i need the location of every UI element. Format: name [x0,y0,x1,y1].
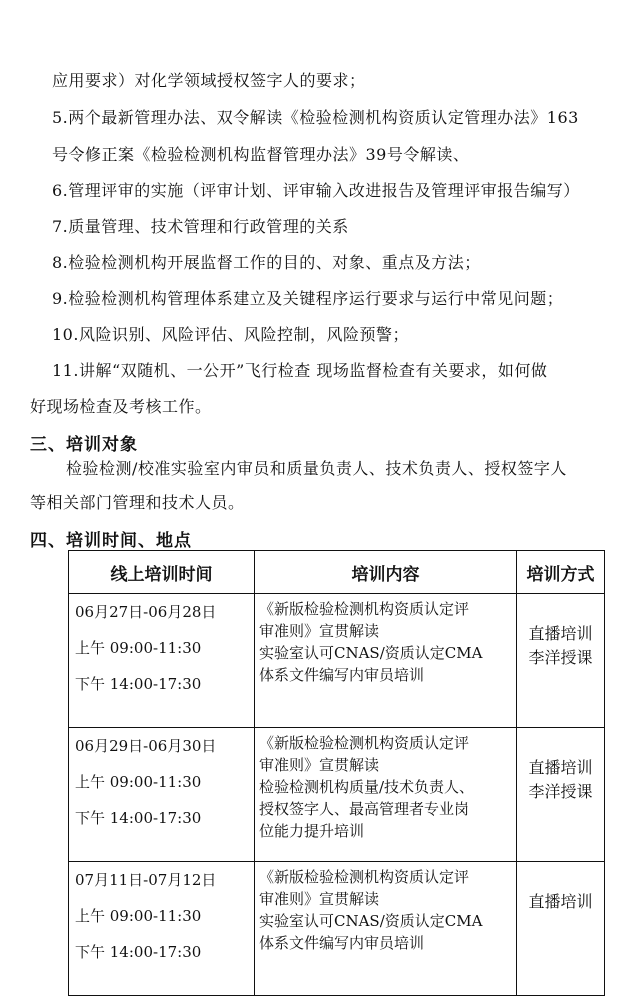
body-line: 11.讲解“双随机、一公开”飞行检查 现场监督检查有关要求，如何做 [52,361,548,380]
section-heading-trainees: 三、培训对象 [30,435,138,455]
method-cell [517,728,605,862]
morning-time: 上午 09:00-11:30 [75,639,202,657]
column-header: 线上培训时间 [69,551,255,594]
afternoon-time: 下午 14:00-17:30 [75,809,202,827]
section-heading-time-place: 四、培训时间、地点 [30,531,192,551]
content-line: 《新版检验检测机构资质认定评 [259,868,470,886]
column-header: 培训内容 [255,551,517,594]
content-line: 审准则》宣贯解读 [259,622,380,640]
column-header: 培训方式 [517,551,605,594]
date-range: 06月29日-06月30日 [75,737,217,755]
schedule-table [68,550,605,996]
body-line: 5.两个最新管理办法、双令解读《检验检测机构资质认定管理办法》163 [52,108,579,127]
morning-time: 上午 09:00-11:30 [75,773,202,791]
time-cell [69,594,255,728]
content-line: 实验室认可CNAS/资质认定CMA [259,644,483,662]
body-line: 6.管理评审的实施（评审计划、评审输入改进报告及管理评审报告编写） [52,181,580,200]
content-line: 实验室认可CNAS/资质认定CMA [259,912,483,930]
time-cell [69,728,255,862]
table-row [69,862,605,996]
body-line: 7.质量管理、技术管理和行政管理的关系 [52,217,349,236]
method-line: 直播培训 [528,758,593,777]
table-header-row [69,551,605,594]
afternoon-time: 下午 14:00-17:30 [75,675,202,693]
content-line: 检验检测机构质量/技术负责人、 [259,778,475,796]
method-line: 李洋授课 [528,782,593,801]
body-line: 应用要求）对化学领域授权签字人的要求； [52,71,366,90]
content-line: 体系文件编写内审员培训 [259,934,425,952]
body-line: 9.检验检测机构管理体系建立及关键程序运行要求与运行中常见问题； [52,289,564,308]
content-line: 《新版检验检测机构资质认定评 [259,600,470,618]
table-row [69,728,605,862]
body-line: 8.检验检测机构开展监督工作的目的、对象、重点及方法； [52,253,481,272]
body-line: 号令修正案《检验检测机构监督管理办法》39号令解读、 [52,145,470,164]
body-line: 10.风险识别、风险评估、风险控制，风险预警； [52,325,409,344]
method-line: 直播培训 [528,892,593,911]
content-cell [255,594,517,728]
date-range: 06月27日-06月28日 [75,603,217,621]
afternoon-time: 下午 14:00-17:30 [75,943,202,961]
content-cell [255,728,517,862]
method-line: 李洋授课 [528,648,593,667]
content-cell [255,862,517,996]
content-line: 位能力提升培训 [259,822,365,840]
content-line: 《新版检验检测机构资质认定评 [259,734,470,752]
content-line: 审准则》宣贯解读 [259,890,380,908]
method-cell [517,594,605,728]
content-line: 授权签字人、最高管理者专业岗 [259,800,470,818]
time-cell [69,862,255,996]
content-line: 体系文件编写内审员培训 [259,666,425,684]
method-cell [517,862,605,996]
trainees-line: 等相关部门管理和技术人员。 [30,493,245,512]
method-line: 直播培训 [528,624,593,643]
date-range: 07月11日-07月12日 [75,871,217,889]
content-line: 审准则》宣贯解读 [259,756,380,774]
morning-time: 上午 09:00-11:30 [75,907,202,925]
body-line: 好现场检查及考核工作。 [30,397,212,416]
table-row [69,594,605,728]
trainees-line: 检验检测/校准实验室内审员和质量负责人、技术负责人、授权签字人 [66,459,567,478]
